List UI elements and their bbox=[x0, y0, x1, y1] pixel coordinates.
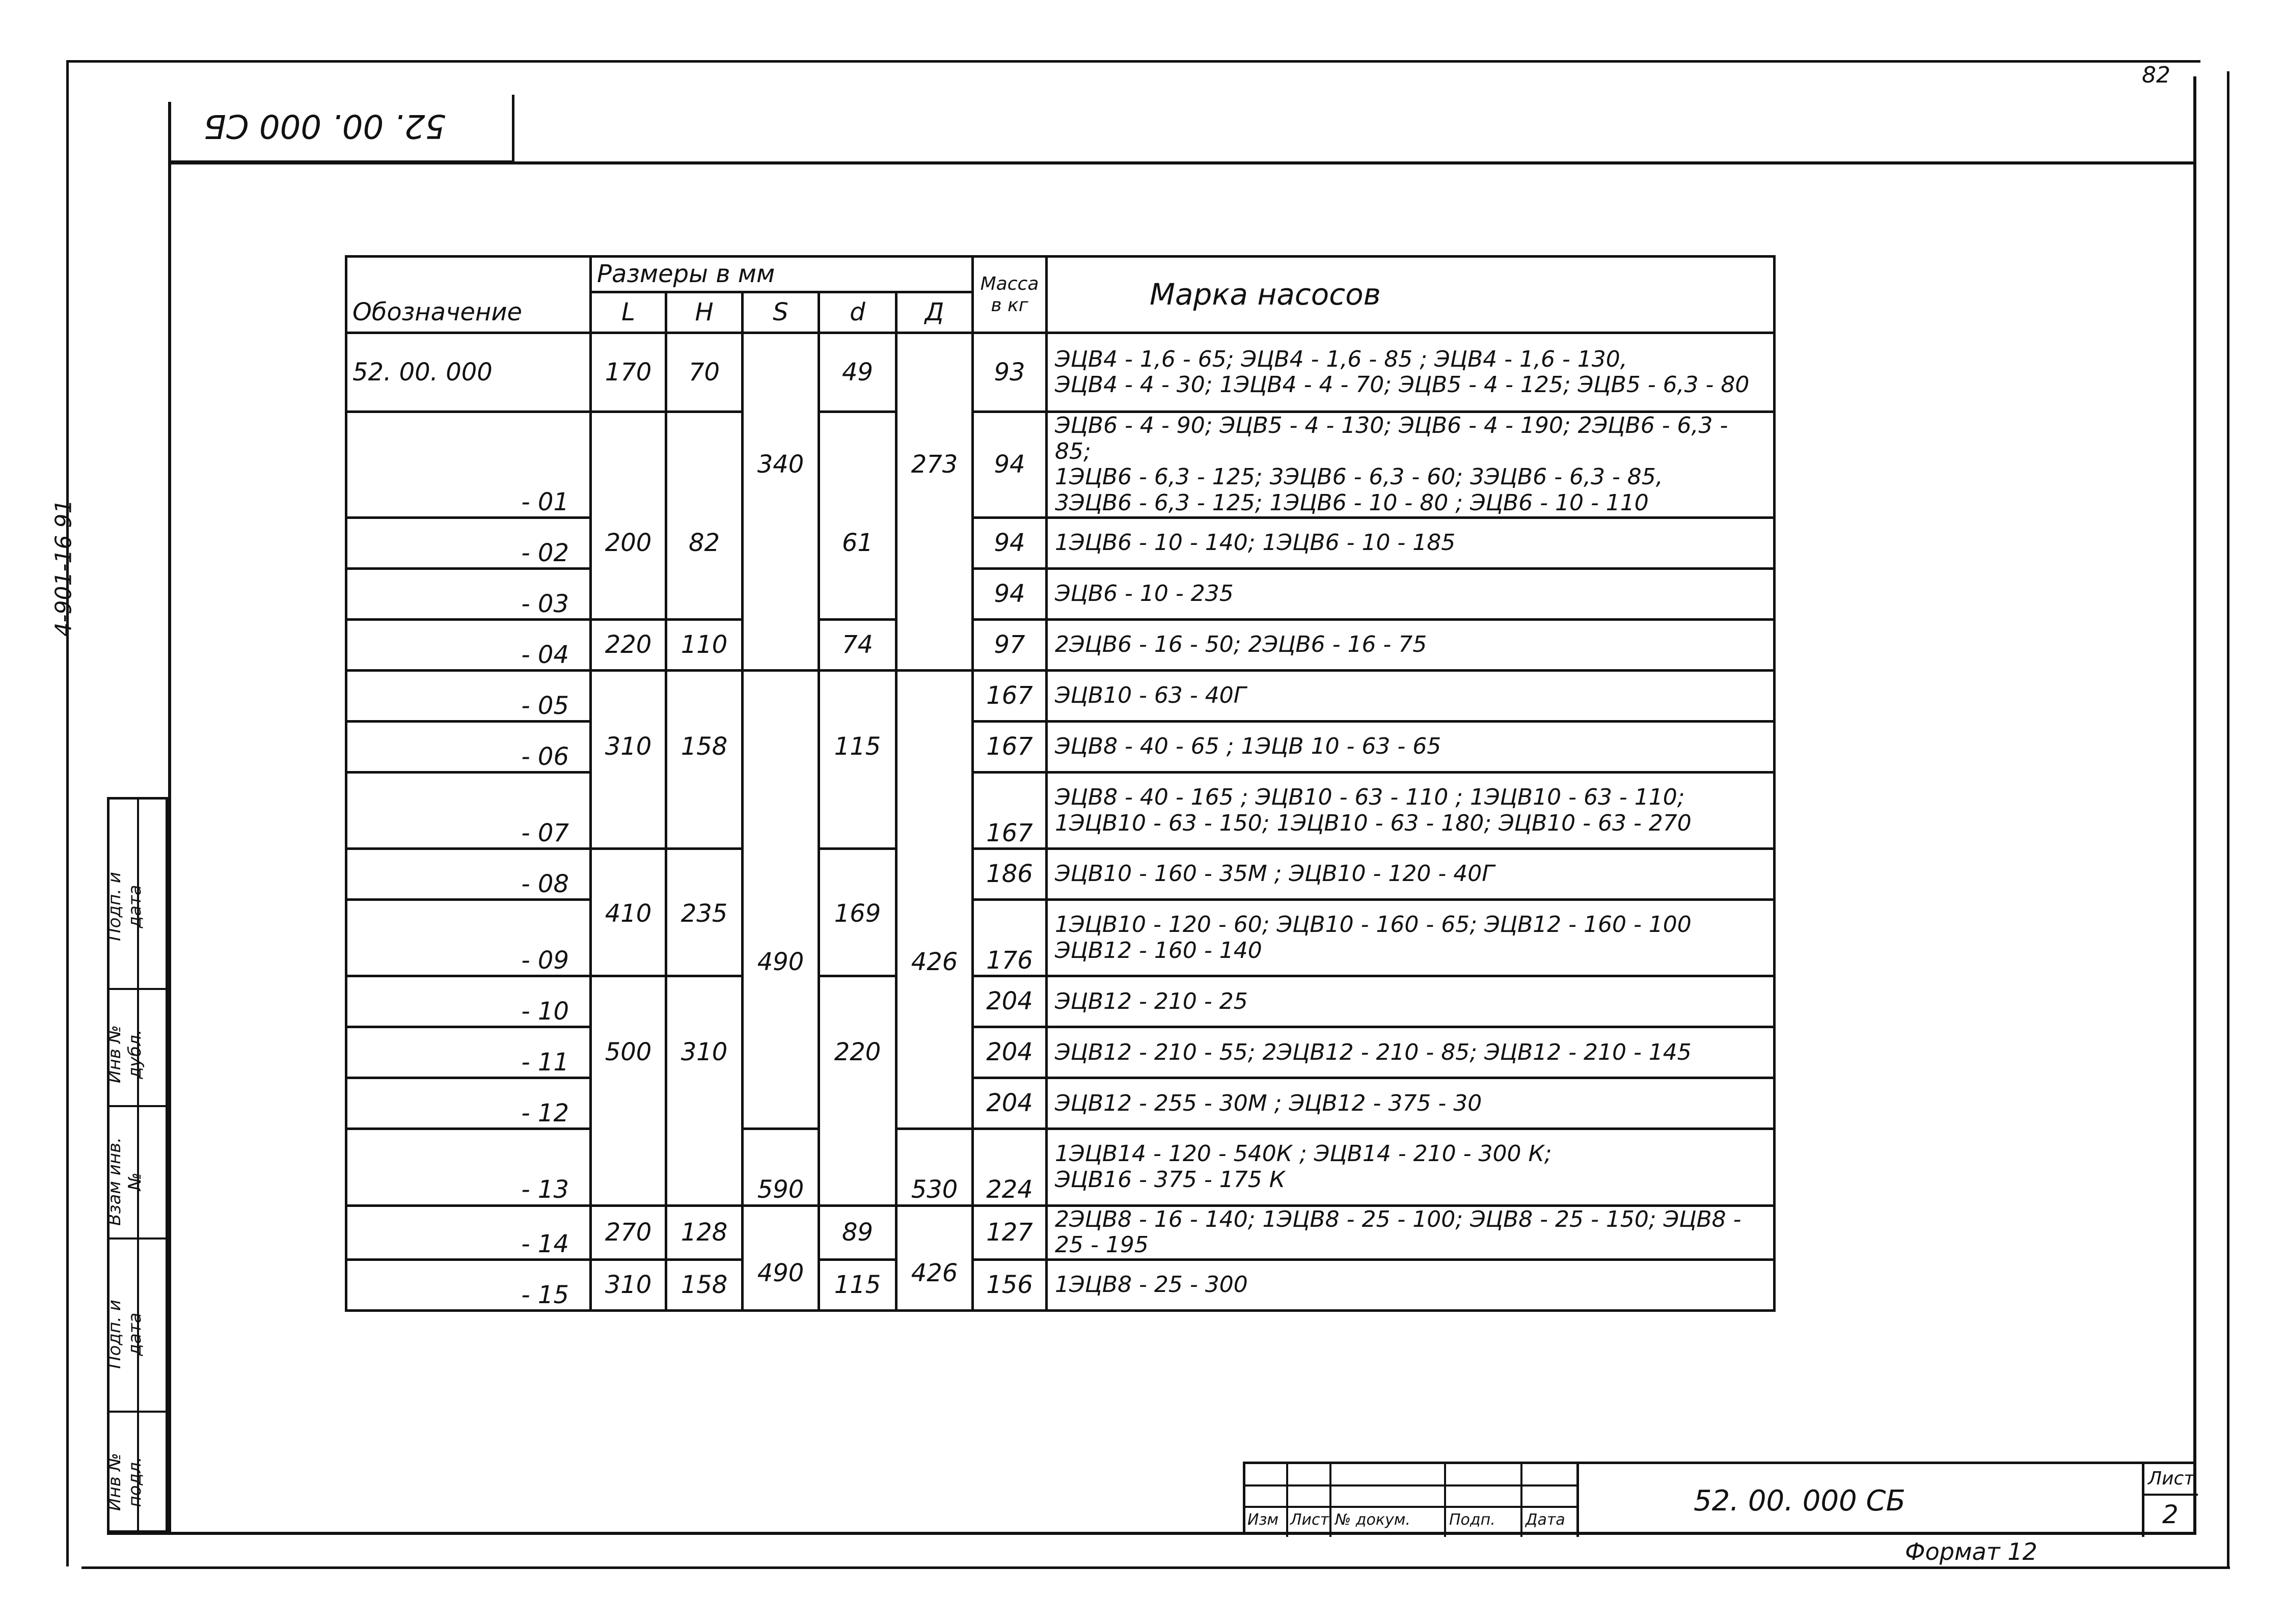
row-designation: - 15 bbox=[346, 1259, 591, 1310]
side-col-3: Взам инв.№ bbox=[104, 1137, 145, 1226]
row-designation: - 10 bbox=[346, 976, 591, 1027]
format-label: Формат 12 bbox=[1905, 1538, 2037, 1565]
row-D: 426 bbox=[896, 1259, 973, 1310]
row-designation: - 14 bbox=[346, 1205, 591, 1259]
table-row bbox=[346, 412, 1775, 518]
header-H: H bbox=[666, 292, 743, 333]
table-row bbox=[346, 773, 1775, 849]
tb-label-list: Лист bbox=[1290, 1511, 1329, 1529]
row-H bbox=[666, 670, 743, 721]
row-H bbox=[666, 412, 743, 518]
row-L: 200 bbox=[591, 517, 666, 568]
row-d: 61 bbox=[819, 517, 896, 568]
row-D bbox=[896, 1078, 973, 1129]
row-D bbox=[896, 1027, 973, 1078]
row-S bbox=[743, 568, 819, 619]
header-row-1 bbox=[346, 257, 1775, 292]
table-row bbox=[346, 517, 1775, 568]
row-D bbox=[896, 568, 973, 619]
table-row bbox=[346, 1259, 1775, 1310]
row-L: 220 bbox=[591, 619, 666, 670]
row-d bbox=[819, 849, 896, 900]
row-mass: 204 bbox=[973, 976, 1047, 1027]
row-pump: ЭЦВ4 - 1,6 - 65; ЭЦВ4 - 1,6 - 85 ; ЭЦВ4 - 1,6 - 130, ЭЦВ4 - 4 - 30; 1ЭЦВ4 - 4 - 70; ЭЦВ5 - 4 - 125; ЭЦВ5 - 6,3 - 80 bbox=[1047, 333, 1775, 412]
row-d bbox=[819, 568, 896, 619]
row-pump: ЭЦВ6 - 10 - 235 bbox=[1047, 568, 1775, 619]
row-d bbox=[819, 1129, 896, 1205]
side-inventory-number: 4-901-16 91 bbox=[50, 499, 77, 637]
table-row bbox=[346, 568, 1775, 619]
header-designation: Обозначение bbox=[346, 257, 591, 333]
header-pump: Марка насосов bbox=[1047, 257, 1775, 333]
row-pump: 1ЭЦВ14 - 120 - 540К ; ЭЦВ14 - 210 - 300 К; ЭЦВ16 - 375 - 175 К bbox=[1047, 1129, 1775, 1205]
row-S: 490 bbox=[743, 1259, 819, 1310]
row-designation: - 07 bbox=[346, 773, 591, 849]
title-block bbox=[1243, 1462, 2196, 1534]
row-H: 82 bbox=[666, 517, 743, 568]
sheet-border-right bbox=[2227, 71, 2229, 1568]
row-H: 158 bbox=[666, 1259, 743, 1310]
side-col-1: Инв № подл. bbox=[104, 1453, 145, 1511]
row-D bbox=[896, 976, 973, 1027]
row-d bbox=[819, 976, 896, 1027]
side-stamp bbox=[104, 797, 168, 1533]
sheet-border-bottom bbox=[81, 1566, 2230, 1569]
row-H: 235 bbox=[666, 900, 743, 976]
row-H bbox=[666, 976, 743, 1027]
row-pump: 1ЭЦВ6 - 10 - 140; 1ЭЦВ6 - 10 - 185 bbox=[1047, 517, 1775, 568]
row-d: 115 bbox=[819, 721, 896, 772]
header-S: S bbox=[743, 292, 819, 333]
row-pump: ЭЦВ8 - 40 - 65 ; 1ЭЦВ 10 - 63 - 65 bbox=[1047, 721, 1775, 772]
row-pump: 2ЭЦВ6 - 16 - 50; 2ЭЦВ6 - 16 - 75 bbox=[1047, 619, 1775, 670]
table-row bbox=[346, 849, 1775, 900]
row-L bbox=[591, 568, 666, 619]
row-mass: 167 bbox=[973, 773, 1047, 849]
frame-right bbox=[2193, 76, 2196, 1535]
row-D bbox=[896, 517, 973, 568]
frame-left bbox=[168, 102, 171, 1533]
row-mass: 224 bbox=[973, 1129, 1047, 1205]
row-S bbox=[743, 1078, 819, 1129]
row-L: 310 bbox=[591, 1259, 666, 1310]
row-mass: 167 bbox=[973, 670, 1047, 721]
row-d bbox=[819, 412, 896, 518]
row-S bbox=[743, 976, 819, 1027]
row-S: 590 bbox=[743, 1129, 819, 1205]
row-D bbox=[896, 849, 973, 900]
row-H: 128 bbox=[666, 1205, 743, 1259]
tb-label-docum: № докум. bbox=[1335, 1511, 1410, 1529]
row-designation: - 12 bbox=[346, 1078, 591, 1129]
row-S bbox=[743, 670, 819, 721]
row-designation: - 06 bbox=[346, 721, 591, 772]
row-L: 500 bbox=[591, 1027, 666, 1078]
tb-doc-number: 52. 00. 000 СБ bbox=[1694, 1484, 1906, 1518]
row-S bbox=[743, 1205, 819, 1259]
table-row bbox=[346, 1078, 1775, 1129]
row-designation: - 01 bbox=[346, 412, 591, 518]
row-L: 170 bbox=[591, 333, 666, 412]
side-col-2: Подп. и дата bbox=[104, 1300, 145, 1369]
table-row bbox=[346, 976, 1775, 1027]
sheet-border-top bbox=[66, 60, 2200, 63]
row-d: 220 bbox=[819, 1027, 896, 1078]
table-row bbox=[346, 1205, 1775, 1259]
row-S bbox=[743, 1027, 819, 1078]
row-L: 310 bbox=[591, 721, 666, 772]
row-pump: 2ЭЦВ8 - 16 - 140; 1ЭЦВ8 - 25 - 100; ЭЦВ8 - 25 - 150; ЭЦВ8 - 25 - 195 bbox=[1047, 1205, 1775, 1259]
row-L bbox=[591, 1129, 666, 1205]
row-S bbox=[743, 619, 819, 670]
row-mass: 94 bbox=[973, 517, 1047, 568]
row-L: 270 bbox=[591, 1205, 666, 1259]
row-designation: - 03 bbox=[346, 568, 591, 619]
row-S bbox=[743, 333, 819, 412]
header-d: d bbox=[819, 292, 896, 333]
row-mass: 204 bbox=[973, 1027, 1047, 1078]
row-H bbox=[666, 568, 743, 619]
row-H bbox=[666, 1129, 743, 1205]
table-row bbox=[346, 333, 1775, 412]
row-L bbox=[591, 773, 666, 849]
header-L: L bbox=[591, 292, 666, 333]
row-pump: ЭЦВ12 - 210 - 25 bbox=[1047, 976, 1775, 1027]
row-pump: ЭЦВ12 - 210 - 55; 2ЭЦВ12 - 210 - 85; ЭЦВ12 - 210 - 145 bbox=[1047, 1027, 1775, 1078]
row-designation: - 02 bbox=[346, 517, 591, 568]
table-row bbox=[346, 1129, 1775, 1205]
row-D bbox=[896, 619, 973, 670]
row-D: 426 bbox=[896, 900, 973, 976]
row-D: 530 bbox=[896, 1129, 973, 1205]
tb-sheet-label: Лист bbox=[2148, 1468, 2195, 1489]
row-pump: ЭЦВ10 - 63 - 40Г bbox=[1047, 670, 1775, 721]
tb-label-izm: Изм bbox=[1247, 1511, 1279, 1529]
row-H: 70 bbox=[666, 333, 743, 412]
row-mass: 156 bbox=[973, 1259, 1047, 1310]
row-D bbox=[896, 1205, 973, 1259]
header-D: Д bbox=[896, 292, 973, 333]
top-code-box bbox=[168, 95, 514, 163]
row-L bbox=[591, 670, 666, 721]
row-H bbox=[666, 1078, 743, 1129]
row-L bbox=[591, 976, 666, 1027]
row-mass: 94 bbox=[973, 412, 1047, 518]
header-dimensions: Размеры в мм bbox=[591, 257, 973, 292]
row-mass: 176 bbox=[973, 900, 1047, 976]
table-row bbox=[346, 1027, 1775, 1078]
table-row bbox=[346, 619, 1775, 670]
row-mass: 186 bbox=[973, 849, 1047, 900]
row-pump: ЭЦВ10 - 160 - 35М ; ЭЦВ10 - 120 - 40Г bbox=[1047, 849, 1775, 900]
row-pump: ЭЦВ8 - 40 - 165 ; ЭЦВ10 - 63 - 110 ; 1ЭЦВ10 - 63 - 110; 1ЭЦВ10 - 63 - 150; 1ЭЦВ10 - 63 - 180; ЭЦВ10 - 63 - 270 bbox=[1047, 773, 1775, 849]
row-H: 310 bbox=[666, 1027, 743, 1078]
row-S bbox=[743, 849, 819, 900]
tb-label-podp: Подп. bbox=[1449, 1511, 1495, 1529]
table-row bbox=[346, 670, 1775, 721]
side-col-4: Инв № дубл. bbox=[104, 1025, 145, 1083]
row-L bbox=[591, 1078, 666, 1129]
row-mass: 93 bbox=[973, 333, 1047, 412]
row-S bbox=[743, 517, 819, 568]
row-d bbox=[819, 773, 896, 849]
row-H bbox=[666, 773, 743, 849]
row-S: 340 bbox=[743, 412, 819, 518]
row-mass: 204 bbox=[973, 1078, 1047, 1129]
row-d: 74 bbox=[819, 619, 896, 670]
row-mass: 94 bbox=[973, 568, 1047, 619]
row-H bbox=[666, 849, 743, 900]
header-mass: Масса в кг bbox=[973, 257, 1047, 333]
row-designation: 52. 00. 000 bbox=[346, 333, 591, 412]
row-d: 49 bbox=[819, 333, 896, 412]
row-D bbox=[896, 773, 973, 849]
row-S bbox=[743, 773, 819, 849]
row-S: 490 bbox=[743, 900, 819, 976]
table-row bbox=[346, 721, 1775, 772]
tb-sheet-number: 2 bbox=[2162, 1500, 2179, 1529]
row-d: 169 bbox=[819, 900, 896, 976]
row-L bbox=[591, 849, 666, 900]
row-mass: 97 bbox=[973, 619, 1047, 670]
side-col-5: Подп. и дата bbox=[104, 872, 145, 941]
row-designation: - 08 bbox=[346, 849, 591, 900]
row-d: 115 bbox=[819, 1259, 896, 1310]
row-d bbox=[819, 1078, 896, 1129]
row-pump: ЭЦВ6 - 4 - 90; ЭЦВ5 - 4 - 130; ЭЦВ6 - 4 - 190; 2ЭЦВ6 - 6,3 - 85; 1ЭЦВ6 - 6,3 - 125; 3ЭЦВ6 - 6,3 - 60; 3ЭЦВ6 - 6,3 - 85, 3ЭЦВ6 - 6,3 - 125; 1ЭЦВ6 - 10 - 80 ; ЭЦВ6 - 10 - 110 bbox=[1047, 412, 1775, 518]
row-H: 110 bbox=[666, 619, 743, 670]
row-pump: ЭЦВ12 - 255 - 30М ; ЭЦВ12 - 375 - 30 bbox=[1047, 1078, 1775, 1129]
table-row bbox=[346, 900, 1775, 976]
top-code-mirrored: 52. 00. 000 СБ bbox=[204, 107, 446, 145]
sheet-border-left bbox=[66, 60, 69, 1566]
row-designation: - 11 bbox=[346, 1027, 591, 1078]
row-designation: - 04 bbox=[346, 619, 591, 670]
row-mass: 167 bbox=[973, 721, 1047, 772]
row-designation: - 13 bbox=[346, 1129, 591, 1205]
row-pump: 1ЭЦВ8 - 25 - 300 bbox=[1047, 1259, 1775, 1310]
row-L bbox=[591, 412, 666, 518]
tb-label-data: Дата bbox=[1526, 1511, 1565, 1529]
row-D bbox=[896, 333, 973, 412]
row-D bbox=[896, 670, 973, 721]
row-d bbox=[819, 670, 896, 721]
row-designation: - 05 bbox=[346, 670, 591, 721]
row-mass: 127 bbox=[973, 1205, 1047, 1259]
row-pump: 1ЭЦВ10 - 120 - 60; ЭЦВ10 - 160 - 65; ЭЦВ12 - 160 - 100 ЭЦВ12 - 160 - 140 bbox=[1047, 900, 1775, 976]
row-H: 158 bbox=[666, 721, 743, 772]
row-designation: - 09 bbox=[346, 900, 591, 976]
row-D: 273 bbox=[896, 412, 973, 518]
specification-table bbox=[345, 255, 1776, 1312]
row-S bbox=[743, 721, 819, 772]
row-D bbox=[896, 721, 973, 772]
sheet-corner-number: 82 bbox=[2142, 62, 2170, 88]
row-L: 410 bbox=[591, 900, 666, 976]
row-d: 89 bbox=[819, 1205, 896, 1259]
